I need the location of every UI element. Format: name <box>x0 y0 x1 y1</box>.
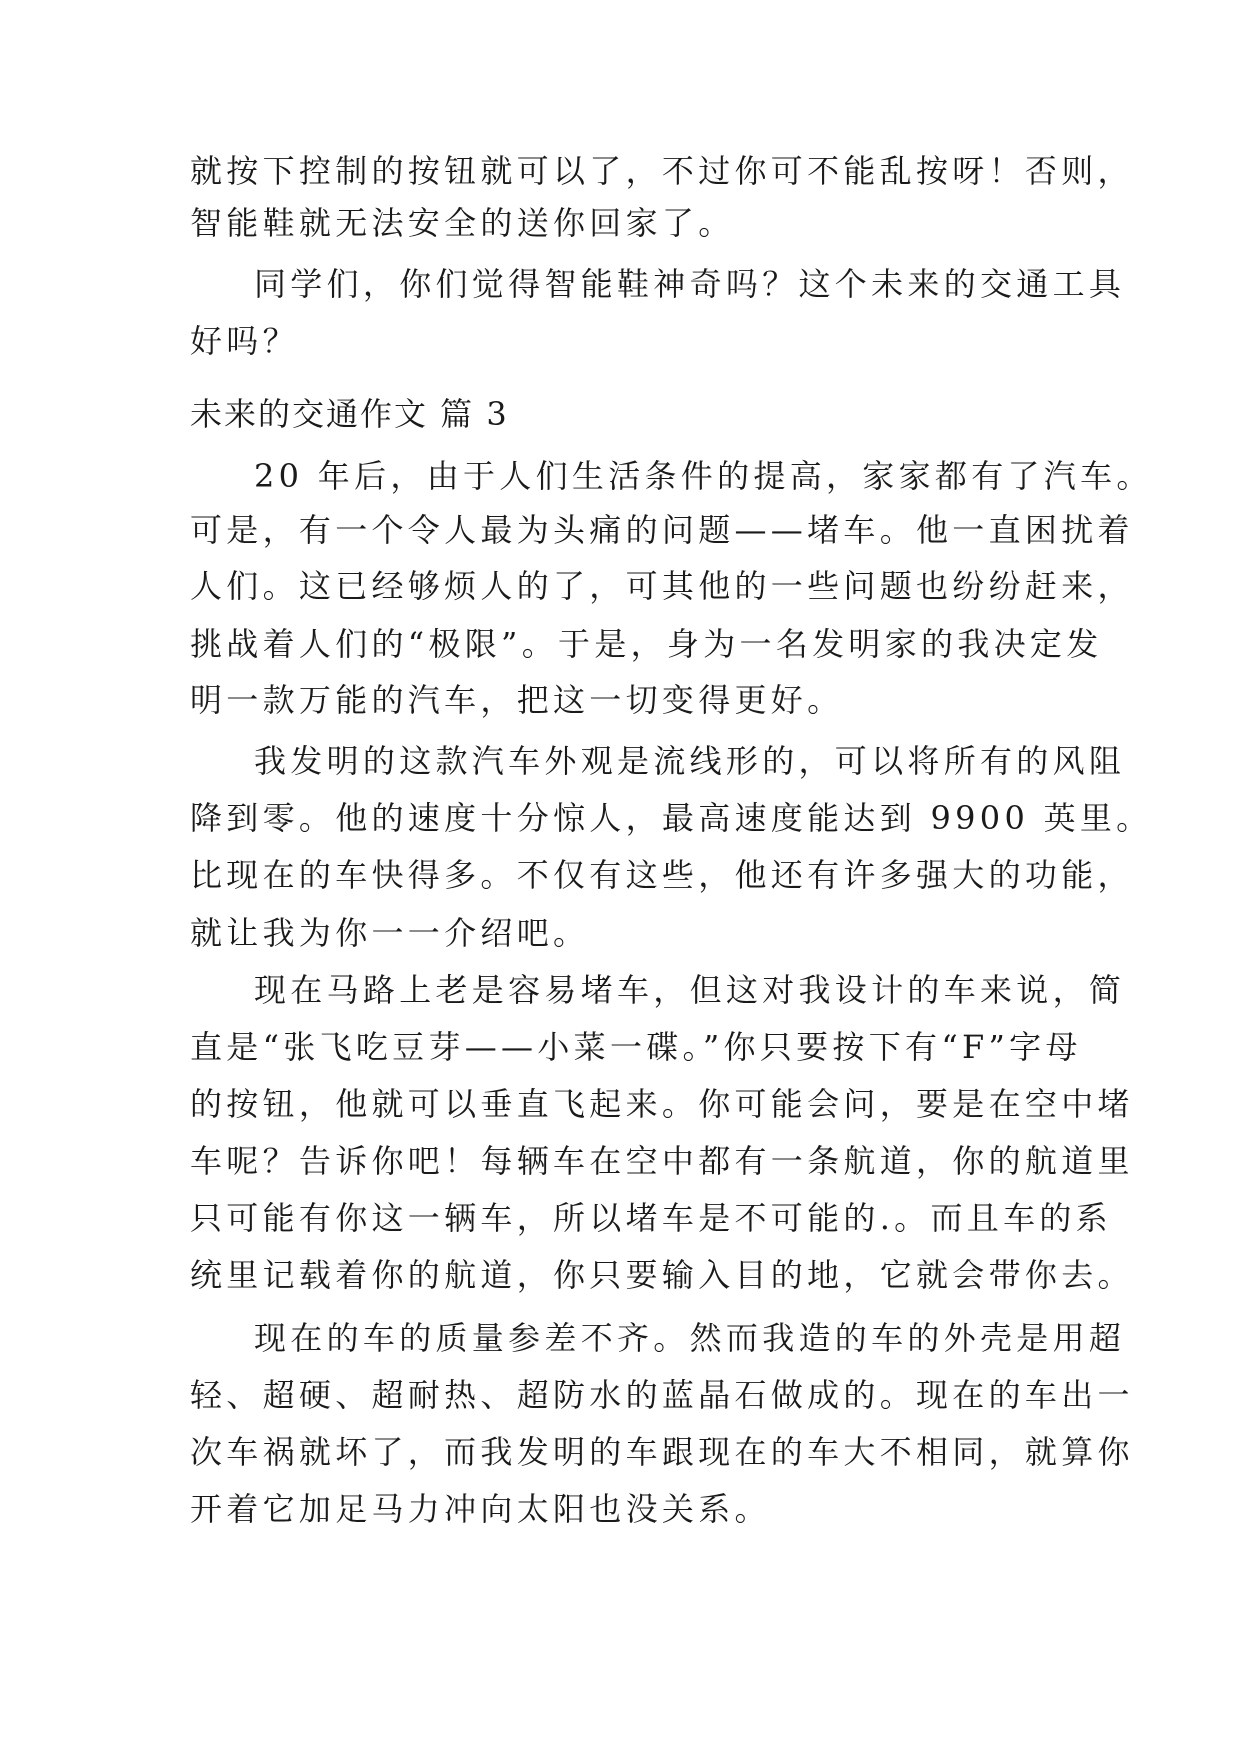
text-line: 降到零。他的速度十分惊人，最高速度能达到 9900 英里。 <box>190 799 1153 837</box>
text-line: 挑战着人们的“极限”。于是，身为一名发明家的我决定发 <box>190 625 1103 663</box>
paragraph-start-line: 同学们，你们觉得智能鞋神奇吗？这个未来的交通工具 <box>254 265 1126 303</box>
text-line: 统里记载着你的航道，你只要输入目的地，它就会带你去。 <box>190 1256 1134 1294</box>
text-line: 就让我为你一一介绍吧。 <box>190 914 590 952</box>
text-line: 明一款万能的汽车，把这一切变得更好。 <box>190 681 844 719</box>
paragraph-start-line: 我发明的这款汽车外观是流线形的，可以将所有的风阻 <box>254 742 1126 780</box>
text-line: 开着它加足马力冲向太阳也没关系。 <box>190 1490 771 1528</box>
paragraph-start-line: 现在马路上老是容易堵车，但这对我设计的车来说，简 <box>254 971 1126 1009</box>
text-line: 车呢？告诉你吧！每辆车在空中都有一条航道，你的航道里 <box>190 1142 1134 1180</box>
text-line: 只可能有你这一辆车，所以堵车是不可能的.。而且车的系 <box>190 1199 1112 1237</box>
text-line: 可是，有一个令人最为头痛的问题——堵车。他一直困扰着 <box>190 511 1134 549</box>
text-line: 就按下控制的按钮就可以了，不过你可不能乱按呀！否则， <box>190 152 1134 190</box>
text-line: 的按钮，他就可以垂直飞起来。你可能会问，要是在空中堵 <box>190 1085 1134 1123</box>
text-line: 人们。这已经够烦人的了，可其他的一些问题也纷纷赶来， <box>190 567 1134 605</box>
text-line: 直是“张飞吃豆芽——小菜一碟。”你只要按下有“F”字母 <box>190 1028 1082 1066</box>
text-line: 好吗？ <box>190 322 299 360</box>
section-heading: 未来的交通作文 篇 3 <box>190 395 509 433</box>
text-line: 次车祸就坏了，而我发明的车跟现在的车大不相同，就算你 <box>190 1433 1134 1471</box>
text-line: 比现在的车快得多。不仅有这些，他还有许多强大的功能， <box>190 856 1134 894</box>
paragraph-start-line: 现在的车的质量参差不齐。然而我造的车的外壳是用超 <box>254 1319 1126 1357</box>
text-line: 轻、超硬、超耐热、超防水的蓝晶石做成的。现在的车出一 <box>190 1376 1134 1414</box>
text-line: 智能鞋就无法安全的送你回家了。 <box>190 204 735 242</box>
paragraph-start-line: 20 年后，由于人们生活条件的提高，家家都有了汽车。 <box>254 457 1153 495</box>
